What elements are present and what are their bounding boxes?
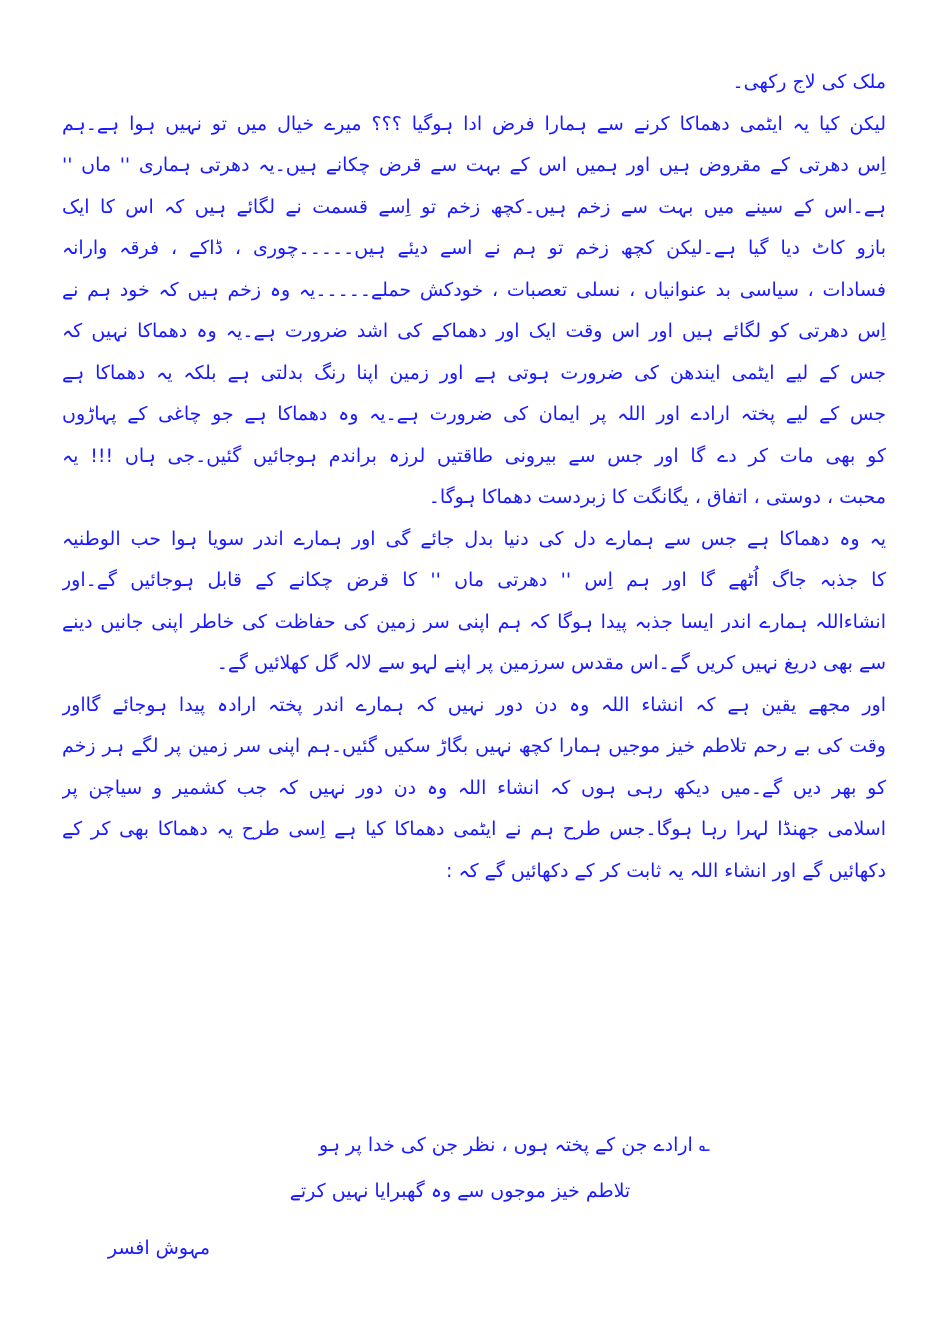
text-line: محبت ، دوستی ، اتفاق ، یگانگت کا زبردست دھماکا ہوگا۔ <box>428 486 886 508</box>
author-signature: مہوش افسر <box>107 1237 210 1259</box>
text-line: لیکن کیا یہ ایٹمی دھماکا کرنے سے ہمارا فرض ادا ہوگیا ؟؟؟ میرے خیال میں تو نہیں ہوا ہے۔ہم <box>62 112 886 135</box>
text-line: اِس دھرتی کو لگائے ہیں اور اس وقت ایک اور دھماکے کی اشد ضرورت ہے۔یہ وہ دھماکا نہیں کہ <box>62 320 886 342</box>
text-line: جس کے لیے ایٹمی ایندھن کی ضرورت ہوتی ہے اور زمین اپنا رنگ بدلتی ہے بلکہ یہ دھماکا ہے <box>62 361 886 384</box>
text-line: اسلامی جھنڈا لہرا رہا ہوگا۔جس طرح ہم نے ایٹمی دھماکا کیا ہے اِسی طرح یہ دھماکا بھی کر کے <box>62 818 886 840</box>
poetry-verse-2: تلاطم خیز موجوں سے وہ گھبرایا نہیں کرتے <box>289 1180 631 1202</box>
text-line: سے بھی دریغ نہیں کریں گے۔اس مقدس سرزمین پر اپنے لہو سے لالہ گل کھلائیں گے۔ <box>216 652 886 674</box>
text-line: یہ وہ دھماکا ہے جس سے ہمارے دل کی دنیا بدل جائے گی اور ہمارے اندر سویا ہوا حب الوطنیہ <box>62 527 886 550</box>
text-line: بازو کاٹ دیا گیا ہے۔لیکن کچھ زخم تو ہم نے اسے دیئے ہیں۔۔۔۔۔چوری ، ڈاکے ، فرقہ وارانہ <box>62 237 886 259</box>
text-line: وقت کی بے رحم تلاطم خیز موجیں ہمارا کچھ نہیں بگاڑ سکیں گئیں۔ہم اپنی سر زمین پر لگے ہر زخم <box>62 735 886 757</box>
text-line: جس کے لیے پختہ ارادے اور اللہ پر ایمان کی ضرورت ہے۔یہ وہ دھماکا ہے جو چاغی کے پہاڑوں <box>62 403 886 425</box>
text-line: ملک کی لاج رکھی۔ <box>732 71 886 93</box>
text-line: اِس دھرتی کے مقروض ہیں اور ہمیں اس کے بہت سے قرض چکانے ہیں۔یہ دھرتی ہماری '' ماں '' <box>62 154 886 176</box>
text-line: فسادات ، سیاسی بد عنوانیاں ، نسلی تعصبات ، خودکش حملے۔۔۔۔۔یہ وہ زخم ہیں کہ خود ہم نے <box>62 278 886 301</box>
poetry-verse-1: ؎ ارادے جن کے پختہ ہوں ، نظر جن کی خدا پر ہو <box>319 1134 710 1156</box>
text-line: کو بھر دیں گے۔میں دیکھ رہی ہوں کہ انشاء اللہ وہ دن دور نہیں کہ جب کشمیر و سیاچن پر <box>62 776 886 799</box>
text-line: کو بھی مات کر دے گا اور جس سے بیرونی طاقتیں لرزہ براندم ہوجائیں گئیں۔جی ہاں !!! یہ <box>62 444 886 467</box>
text-line: ہے۔اس کے سینے میں بہت سے زخم ہیں۔کچھ زخم تو اِسے قسمت نے لگائے ہیں کہ اس کا ایک <box>62 195 886 218</box>
text-line: دکھائیں گے اور انشاء اللہ یہ ثابت کر کے دکھائیں گے کہ : <box>446 859 886 882</box>
text-line: اور مجھے یقین ہے کہ انشاء اللہ وہ دن دور نہیں کہ ہمارے اندر پختہ ارادہ پیدا ہوجائے گااور <box>62 693 886 716</box>
text-line: انشاءاللہ ہمارے اندر ایسا جذبہ پیدا ہوگا کہ ہم اپنی سر زمین کی حفاظت کی خاطر اپنی جانیں دینے <box>62 610 886 633</box>
poetry-couplet <box>150 1122 750 1214</box>
text-line: کا جذبہ جاگ اُٹھے گا اور ہم اِس '' دھرتی ماں '' کا قرض چکانے کے قابل ہوجائیں گے۔اور <box>62 569 886 591</box>
article-body <box>62 62 886 892</box>
